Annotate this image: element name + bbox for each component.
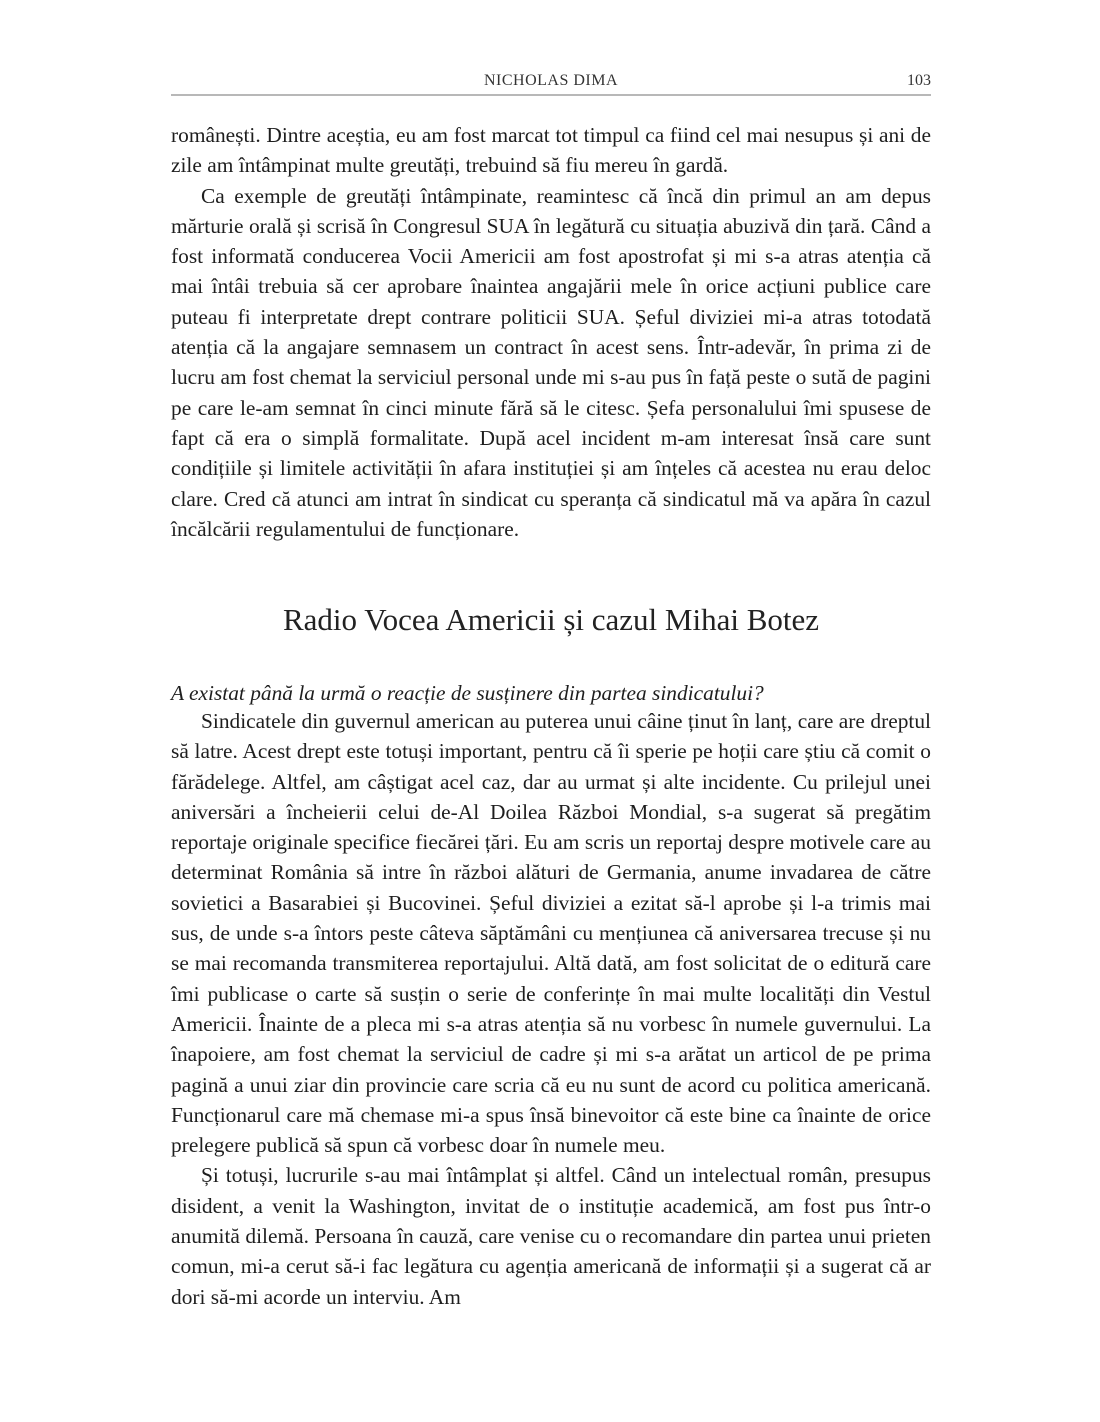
paragraph: Sindicatele din guvernul american au puterea unui câine ținut în lanț, care are dreptul să latre. Acest drept este totuși important, pentru că îi sperie pe hoții care știu că comit o fărădelege. Altfel, am câștigat acel caz, dar au urmat și alte incidente. Cu prilejul unei aniversări a încheierii celui de-Al Doilea Război Mondial, s-a sugerat să pregătim reportaje originale specifice fiecărei țări. Eu am scris un reportaj despre motivele care au determinat România să intre în război alături de Germania, anume invadarea de către sovietici a Basarabiei și Bucovinei. Șeful diviziei a ezitat să-l aprobe și l-a trimis mai sus, de unde s-a întors peste câteva săptămâni cu mențiunea că aniversarea trecuse și nu se mai recomanda transmiterea reportajului. Altă dată, am fost solicitat de o editură care îmi publicase o carte să susțin o serie de conferințe în mai multe localități din Vestul Americii. Înainte de a pleca mi s-a atras atenția să nu vorbesc în numele guvernului. La înapoiere, am fost chemat la serviciul de cadre și mi s-a arătat un articol de pe prima pagină a unui ziar din provincie care scria că eu nu sunt de acord cu politica americană. Funcționarul care mă chemase mi-a spus însă binevoitor că este bine ca înainte de orice prelegere publică să spun că vorbesc doar în numele meu. bbox=[171, 709, 931, 1158]
interview-question: A existat până la urmă o reacție de susținere din partea sindicatului? bbox=[171, 681, 764, 705]
body-text-section bbox=[171, 706, 931, 1312]
section-heading-block bbox=[171, 600, 931, 640]
header-author: NICHOLAS DIMA bbox=[483, 72, 619, 89]
paragraph: Ca exemple de greutăți întâmpinate, reamintesc că încă din primul an am depus mărturie orală și scrisă în Congresul SUA în legătură cu situația abuzivă din țară. Când a fost informată conducerea Vocii Americii am fost apostrofat și mi s-a atras atenția că mai întâi trebuia să cer aprobare înaintea angajării mele în orice acțiuni publice care puteau fi interpretate drept contrare politicii SUA. Șeful diviziei mi-a atras totodată atenția că la angajare semnasem un contract în acest sens. Într-adevăr, în prima zi de lucru am fost chemat la serviciul personal unde mi s-au pus în față peste o sută de pagini pe care le-am semnat în cinci minute fără să le citesc. Șefa personalului îmi spusese de fapt că era o simplă formalitate. După acel incident m-am interesat însă care sunt condițiile și limitele activității în afara instituției și am înțeles că acestea nu erau deloc clare. Cred că atunci am intrat în sindicat cu speranța că sindicatul mă va apăra în cazul încălcării regulamentului de funcționare. bbox=[171, 183, 931, 541]
paragraph: românești. Dintre aceștia, eu am fost marcat tot timpul ca fiind cel mai nesupus și ani de zile am întâmpinat multe greutăți, trebuind să fiu mereu în gardă. bbox=[171, 123, 931, 178]
running-header bbox=[171, 70, 931, 96]
section-title: Radio Vocea Americii și cazul Mihai Botez bbox=[282, 602, 820, 637]
body-text-top bbox=[171, 120, 931, 544]
paragraph: Și totuși, lucrurile s-au mai întâmplat și altfel. Când un intelectual român, presupus disident, a venit la Washington, invitat de o instituție academică, am fost pus într-o anumită dilemă. Persoana în cauză, care venise cu o recomandare din partea unui prieten comun, mi-a cerut să-i fac legătura cu agenția americană de informații și a sugerat că ar dori să-mi acorde un interviu. Am bbox=[171, 1163, 931, 1309]
page-number: 103 bbox=[907, 72, 931, 89]
